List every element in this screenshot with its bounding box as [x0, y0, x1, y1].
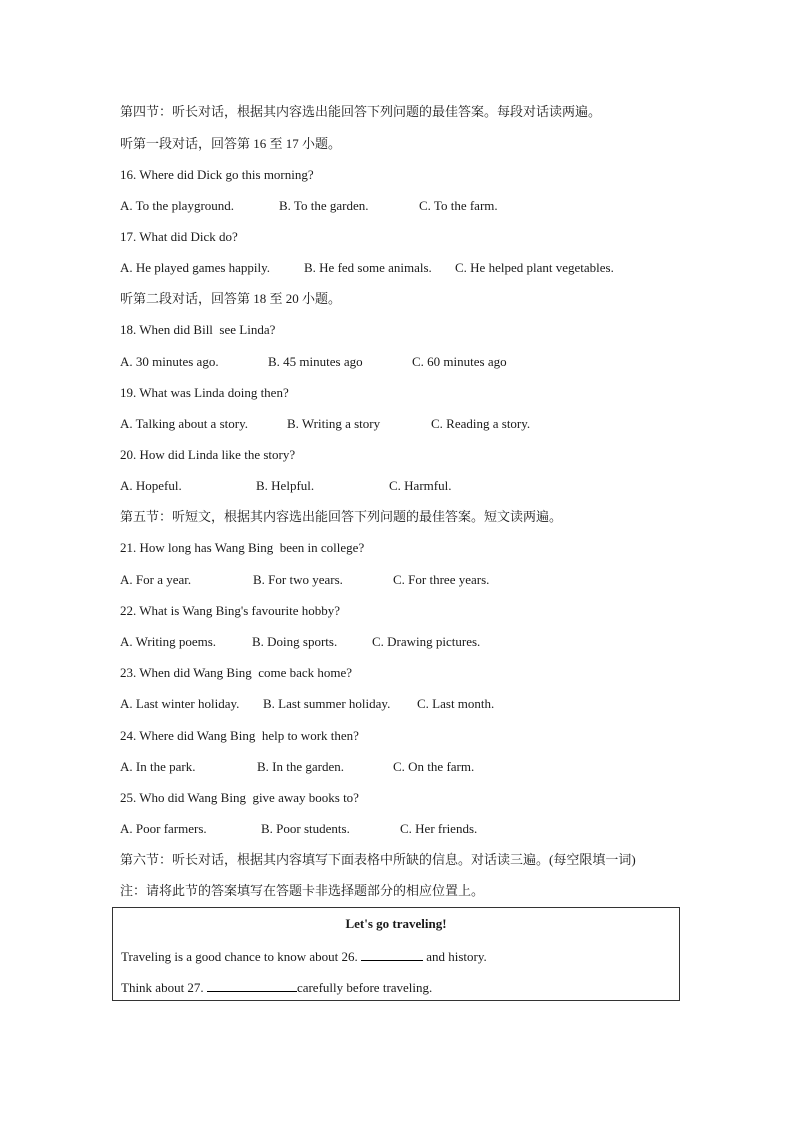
question-24: 24. Where did Wang Bing help to work then?: [120, 728, 359, 743]
table-title: Let's go traveling!: [345, 916, 447, 931]
question-20: 20. How did Linda like the story?: [120, 447, 296, 462]
question-17: 17. What did Dick do?: [120, 229, 238, 244]
q25-option-b: B. Poor students.: [261, 821, 350, 836]
section4-part1-instruction: 听第一段对话，回答第 16 至 17 小题。: [120, 136, 342, 151]
q25-option-a: A. Poor farmers.: [120, 821, 207, 836]
answer-blank-27[interactable]: [207, 979, 297, 992]
line26-text-before: Traveling is a good chance to know about 26.: [121, 949, 361, 964]
q21-option-b: B. For two years.: [253, 572, 343, 587]
line26-text-after: and history.: [422, 949, 487, 964]
q24-option-b: B. In the garden.: [257, 759, 345, 774]
q18-option-c: C. 60 minutes ago: [412, 354, 507, 369]
q23-option-b: B. Last summer holiday.: [263, 696, 391, 711]
q20-option-b: B. Helpful.: [256, 478, 315, 493]
q19-option-c: C. Reading a story.: [431, 416, 531, 431]
q17-option-a: A. He played games happily.: [120, 260, 271, 275]
section4-part2-instruction: 听第二段对话，回答第 18 至 20 小题。: [120, 291, 342, 306]
question-19: 19. What was Linda doing then?: [120, 385, 289, 400]
q19-option-b: B. Writing a story: [287, 416, 381, 431]
q20-option-c: C. Harmful.: [389, 478, 452, 493]
question-16: 16. Where did Dick go this morning?: [120, 167, 314, 182]
q18-option-b: B. 45 minutes ago: [268, 354, 363, 369]
question-21: 21. How long has Wang Bing been in college?: [120, 540, 365, 555]
q22-option-c: C. Drawing pictures.: [372, 634, 481, 649]
question-25: 25. Who did Wang Bing give away books to?: [120, 790, 359, 805]
q17-option-b: B. He fed some animals.: [304, 260, 432, 275]
q23-option-c: C. Last month.: [417, 696, 495, 711]
question-18: 18. When did Bill see Linda?: [120, 322, 276, 337]
section5-heading: 第五节：听短文，根据其内容选出能回答下列问题的最佳答案。短文读两遍。: [120, 509, 563, 524]
section6-note: 注：请将此节的答案填写在答题卡非选择题部分的相应位置上。: [120, 883, 485, 898]
q16-option-a: A. To the playground.: [120, 198, 235, 213]
q24-option-c: C. On the farm.: [393, 759, 475, 774]
question-23: 23. When did Wang Bing come back home?: [120, 665, 353, 680]
section6-heading: 第六节：听长对话，根据其内容填写下面表格中所缺的信息。对话读三遍。(每空限填一词): [120, 852, 636, 867]
question-22: 22. What is Wang Bing's favourite hobby?: [120, 603, 340, 618]
q23-option-a: A. Last winter holiday.: [120, 696, 240, 711]
q17-option-c: C. He helped plant vegetables.: [455, 260, 614, 275]
q24-option-a: A. In the park.: [120, 759, 196, 774]
section4-heading: 第四节：听长对话，根据其内容选出能回答下列问题的最佳答案。每段对话读两遍。: [120, 104, 602, 119]
q16-option-c: C. To the farm.: [419, 198, 498, 213]
q21-option-c: C. For three years.: [393, 572, 490, 587]
q16-option-b: B. To the garden.: [279, 198, 369, 213]
answer-blank-26[interactable]: [361, 948, 423, 961]
q19-option-a: A. Talking about a story.: [120, 416, 248, 431]
table-line-27: [121, 979, 432, 996]
q21-option-a: A. For a year.: [120, 572, 192, 587]
q20-option-a: A. Hopeful.: [120, 478, 182, 493]
line27-text-before: Think about 27.: [121, 980, 207, 995]
fill-in-table: [112, 907, 680, 1001]
q22-option-a: A. Writing poems.: [120, 634, 217, 649]
line27-text-after: carefully before traveling.: [296, 980, 433, 995]
q18-option-a: A. 30 minutes ago.: [120, 354, 219, 369]
q25-option-c: C. Her friends.: [400, 821, 478, 836]
q22-option-b: B. Doing sports.: [252, 634, 338, 649]
table-line-26: [121, 948, 487, 965]
